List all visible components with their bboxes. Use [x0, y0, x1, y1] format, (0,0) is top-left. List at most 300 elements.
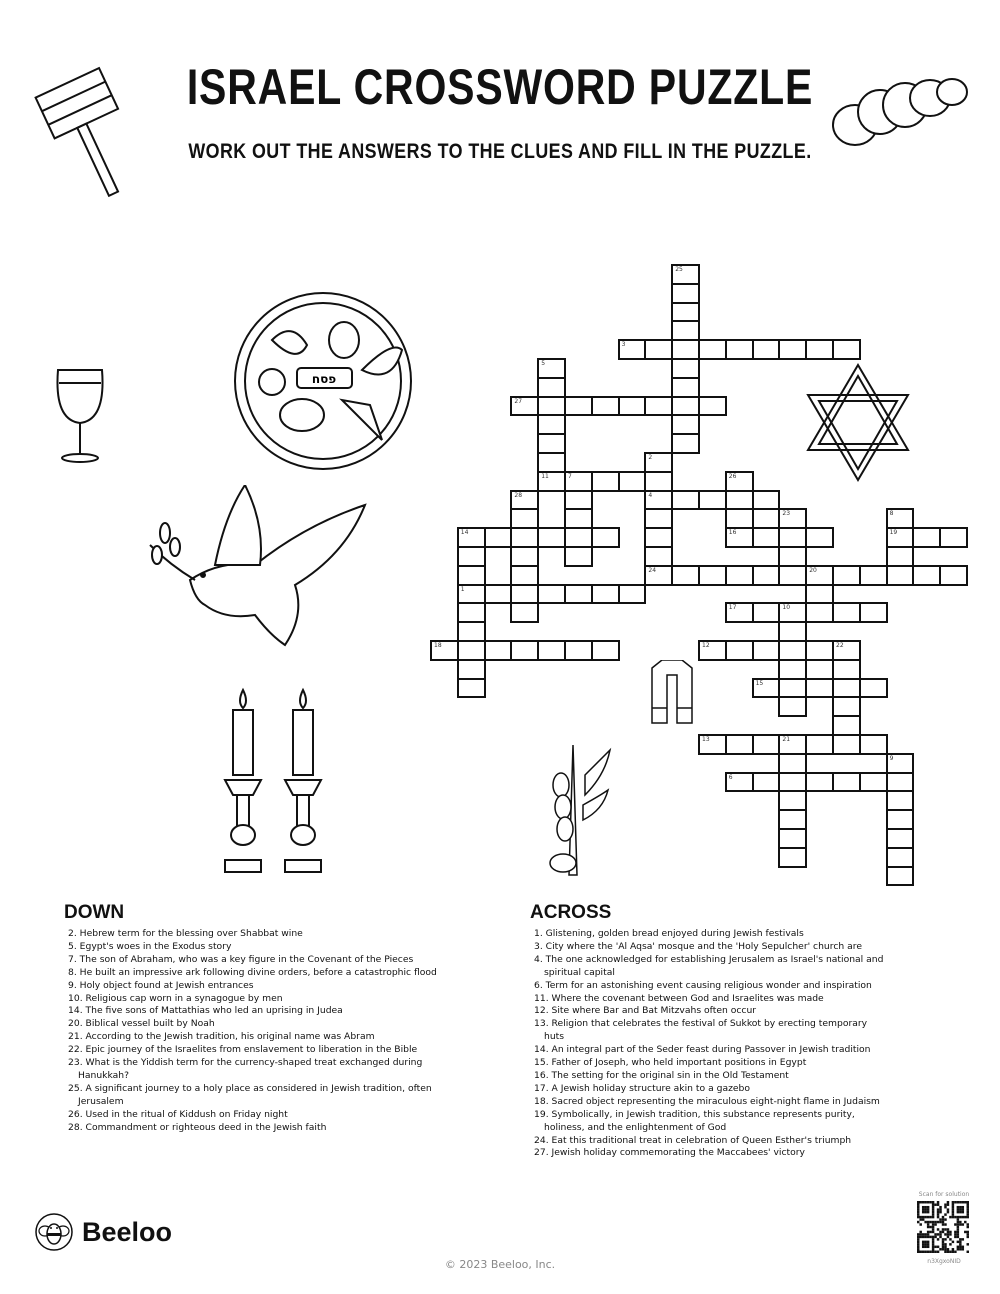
qr-module — [944, 1203, 946, 1205]
crossword-cell[interactable] — [457, 678, 486, 699]
qr-module — [942, 1223, 944, 1225]
qr-module — [959, 1248, 961, 1250]
crossword-cell[interactable] — [725, 471, 754, 492]
crossword-cell[interactable] — [725, 339, 754, 360]
crossword-cell[interactable] — [671, 320, 700, 341]
across-clue: 17. A Jewish holiday structure akin to a gazebo — [534, 1082, 751, 1094]
qr-module — [952, 1213, 954, 1215]
qr-module — [962, 1201, 964, 1203]
qr-module — [959, 1206, 961, 1208]
qr-module — [947, 1201, 949, 1203]
across-clue: 24. Eat this traditional treat in celebration of Queen Esther's triumph — [534, 1134, 852, 1146]
crossword-cell[interactable] — [725, 640, 754, 661]
qr-module — [959, 1243, 961, 1245]
across-clue: 13. Religion that celebrates the festival of Sukkot by erecting temporary huts — [534, 1018, 868, 1043]
crossword-cell[interactable] — [671, 565, 700, 586]
crossword-cell[interactable] — [537, 527, 566, 548]
qr-module — [942, 1221, 944, 1223]
clue-number: 11 — [541, 472, 549, 480]
clue-number: 27 — [514, 397, 523, 405]
crossword-cell[interactable] — [939, 565, 968, 586]
clue-number: 1 — [460, 585, 465, 593]
crossword-cell[interactable] — [778, 753, 807, 774]
qr-module — [932, 1236, 934, 1238]
crossword-cell[interactable] — [671, 414, 700, 435]
crossword-cell[interactable] — [778, 790, 807, 811]
crossword-cell[interactable] — [484, 527, 513, 548]
clue-number: 19 — [889, 529, 898, 537]
across-clue: 15. Father of Joseph, who held important positions in Egypt — [534, 1057, 807, 1069]
crossword-cell[interactable] — [886, 753, 915, 774]
crossword-cell[interactable] — [564, 640, 593, 661]
qr-module — [934, 1221, 936, 1223]
crossword-cell[interactable] — [457, 602, 486, 623]
crossword-cell[interactable] — [537, 358, 566, 379]
crossword-cell[interactable] — [886, 508, 915, 529]
crossword-cell[interactable] — [457, 640, 486, 661]
crossword-cell[interactable] — [510, 640, 539, 661]
crossword-cell[interactable] — [644, 527, 673, 548]
crossword-cell[interactable] — [457, 565, 486, 586]
qr-module — [922, 1233, 924, 1235]
crossword-cell[interactable] — [671, 358, 700, 379]
crossword-cell[interactable] — [886, 809, 915, 830]
crossword-cell[interactable] — [725, 602, 754, 623]
clue-number: 20 — [809, 566, 817, 574]
crossword-cell[interactable] — [537, 640, 566, 661]
crossword-cell[interactable] — [457, 527, 486, 548]
qr-module — [959, 1221, 961, 1223]
qr-module — [952, 1211, 954, 1213]
qr-module — [937, 1203, 939, 1205]
crossword-cell[interactable] — [805, 527, 834, 548]
crossword-cell[interactable] — [564, 546, 593, 567]
crossword-cell[interactable] — [886, 565, 915, 586]
qr-module — [942, 1241, 944, 1243]
crossword-cell[interactable] — [510, 565, 539, 586]
across-clue: 16. The setting for the original sin in the Old Testament — [534, 1069, 789, 1081]
qr-module — [942, 1238, 944, 1240]
qr-module — [944, 1233, 946, 1235]
qr-module — [959, 1211, 961, 1213]
qr-module — [919, 1216, 921, 1218]
crossword-cell[interactable] — [564, 584, 593, 605]
crossword-cell[interactable] — [564, 508, 593, 529]
clue-number: 25 — [675, 266, 683, 273]
crossword-cell[interactable] — [698, 565, 727, 586]
crossword-cell[interactable] — [859, 565, 888, 586]
crossword-cell[interactable] — [886, 527, 915, 548]
crossword-cell[interactable] — [537, 471, 566, 492]
qr-module — [947, 1251, 949, 1253]
down-clue: 7. The son of Abraham, who was a key figure in the Covenant of the Pieces — [68, 953, 414, 965]
crossword-cell[interactable] — [805, 678, 834, 699]
qr-module — [942, 1228, 944, 1230]
qr-module — [934, 1246, 936, 1248]
crossword-cell[interactable] — [618, 339, 647, 360]
crossword-cell[interactable] — [805, 584, 834, 605]
crossword-cell[interactable] — [510, 602, 539, 623]
across-clue: 4. The one acknowledged for establishing Jerusalem as Israel's national and spiritual capital — [534, 953, 884, 978]
qr-module — [932, 1231, 934, 1233]
crossword-cell[interactable] — [564, 471, 593, 492]
crossword-cell[interactable] — [510, 527, 539, 548]
crossword-cell[interactable] — [457, 584, 486, 605]
crossword-cell[interactable] — [725, 508, 754, 529]
qr-module — [959, 1238, 961, 1240]
crossword-cell[interactable] — [752, 527, 781, 548]
qr-module — [922, 1208, 924, 1210]
crossword-cell[interactable] — [725, 527, 754, 548]
across-clue: 3. City where the 'Al Aqsa' mosque and the 'Holy Sepulcher' church are — [534, 940, 862, 952]
crossword-cell[interactable] — [832, 734, 861, 755]
clue-number: 17 — [728, 604, 737, 612]
crossword-cell[interactable] — [778, 565, 807, 586]
qr-module — [917, 1221, 919, 1223]
qr-module — [942, 1243, 944, 1245]
qr-module — [927, 1206, 929, 1208]
across-clue: 12. Site where Bar and Bat Mitzvahs often occur — [534, 1005, 757, 1017]
qr-module — [939, 1208, 941, 1210]
qr-module — [942, 1218, 944, 1220]
qr-module — [949, 1233, 951, 1235]
qr-module — [962, 1238, 964, 1240]
qr-module — [917, 1238, 919, 1240]
qr-module — [967, 1233, 969, 1235]
qr-module — [959, 1241, 961, 1243]
qr-module — [924, 1251, 926, 1253]
down-clue: 2. Hebrew term for the blessing over Shabbat wine — [68, 928, 303, 939]
crossword-cell[interactable] — [832, 772, 861, 793]
crossword-cell[interactable] — [752, 678, 781, 699]
crossword-cell[interactable] — [805, 640, 834, 661]
crossword-cell[interactable] — [644, 565, 673, 586]
qr-module — [927, 1221, 929, 1223]
crossword-cell[interactable] — [537, 377, 566, 398]
qr-module — [922, 1236, 924, 1238]
crossword-cell[interactable] — [832, 602, 861, 623]
qr-module — [927, 1226, 929, 1228]
crossword-cell[interactable] — [698, 734, 727, 755]
clue-number: 7 — [568, 472, 572, 480]
qr-module — [917, 1241, 919, 1243]
qr-module — [927, 1208, 929, 1210]
crossword-cell[interactable] — [618, 396, 647, 417]
crossword-cell[interactable] — [537, 414, 566, 435]
qr-module — [937, 1233, 939, 1235]
qr-module — [932, 1213, 934, 1215]
qr-module — [919, 1218, 921, 1220]
crossword-cell[interactable] — [698, 490, 727, 511]
crossword-cell[interactable] — [671, 302, 700, 323]
grogger-icon — [30, 60, 140, 200]
qr-module — [957, 1226, 959, 1228]
qr-module — [967, 1216, 969, 1218]
qr-module — [917, 1233, 919, 1235]
crossword-cell[interactable] — [671, 490, 700, 511]
crossword-cell[interactable] — [886, 546, 915, 567]
qr-module — [942, 1216, 944, 1218]
clue-number: 26 — [728, 472, 737, 480]
crossword-cell[interactable] — [591, 396, 620, 417]
crossword-cell[interactable] — [859, 772, 888, 793]
qr-module — [942, 1231, 944, 1233]
crossword-cell[interactable] — [644, 490, 673, 511]
qr-module — [924, 1221, 926, 1223]
crossword-cell[interactable] — [805, 339, 834, 360]
qr-module — [917, 1211, 919, 1213]
crossword-cell[interactable] — [618, 471, 647, 492]
crossword-cell[interactable] — [671, 264, 700, 285]
crossword-cell[interactable] — [832, 678, 861, 699]
crossword-cell[interactable] — [805, 565, 834, 586]
crossword-cell[interactable] — [484, 640, 513, 661]
crossword-cell[interactable] — [618, 584, 647, 605]
crossword-cell[interactable] — [752, 565, 781, 586]
crossword-cell[interactable] — [564, 490, 593, 511]
crossword-cell[interactable] — [591, 584, 620, 605]
crossword-cell[interactable] — [537, 433, 566, 454]
qr-module — [929, 1201, 931, 1203]
crossword-cell[interactable] — [537, 452, 566, 473]
crossword-cell[interactable] — [778, 847, 807, 868]
crossword-cell[interactable] — [510, 508, 539, 529]
qr-module — [962, 1206, 964, 1208]
down-clue: 25. A significant journey to a holy place as considered in Jewish tradition, often Jerusalem — [68, 1082, 432, 1107]
qr-module — [957, 1236, 959, 1238]
crossword-cell[interactable] — [859, 678, 888, 699]
down-clue: 20. Biblical vessel built by Noah — [68, 1018, 215, 1030]
clue-number: 5 — [541, 360, 546, 367]
crossword-cell[interactable] — [805, 734, 834, 755]
qr-module — [947, 1228, 949, 1230]
crossword-cell[interactable] — [886, 847, 915, 868]
crossword-cell[interactable] — [430, 640, 459, 661]
crossword-cell[interactable] — [725, 772, 754, 793]
crossword-cell[interactable] — [564, 527, 593, 548]
qr-module — [957, 1211, 959, 1213]
qr-module — [922, 1218, 924, 1220]
crossword-cell[interactable] — [671, 377, 700, 398]
qr-module — [957, 1216, 959, 1218]
crossword-cell[interactable] — [725, 490, 754, 511]
qr-module — [924, 1246, 926, 1248]
down-clues — [64, 902, 474, 1135]
crossword-cell[interactable] — [725, 565, 754, 586]
page-title: ISRAEL CROSSWORD PUZZLE — [186, 59, 814, 115]
qr-module — [939, 1221, 941, 1223]
crossword-cell[interactable] — [752, 640, 781, 661]
qr-module — [927, 1201, 929, 1203]
crossword-cell[interactable] — [912, 565, 941, 586]
qr-module — [934, 1203, 936, 1205]
crossword-cell[interactable] — [778, 339, 807, 360]
copyright: © 2023 Beeloo, Inc. — [444, 1258, 556, 1271]
crossword-cell[interactable] — [832, 696, 861, 717]
qr-module — [959, 1246, 961, 1248]
crossword-cell[interactable] — [912, 527, 941, 548]
crossword-cell[interactable] — [778, 772, 807, 793]
crossword-cell[interactable] — [698, 640, 727, 661]
crossword-cell[interactable] — [644, 471, 673, 492]
qr-module — [959, 1223, 961, 1225]
qr-module — [957, 1201, 959, 1203]
crossword-cell[interactable] — [698, 396, 727, 417]
qr-module — [932, 1211, 934, 1213]
qr-module — [937, 1208, 939, 1210]
crossword-cell[interactable] — [778, 678, 807, 699]
crossword-cell[interactable] — [778, 546, 807, 567]
crossword-cell[interactable] — [778, 527, 807, 548]
crossword-cell[interactable] — [778, 621, 807, 642]
qr-module — [929, 1251, 931, 1253]
down-clue: 28. Commandment or righteous deed in the Jewish faith — [68, 1121, 327, 1133]
crossword-cell[interactable] — [778, 696, 807, 717]
down-clue: 21. According to the Jewish tradition, his original name was Abram — [68, 1031, 375, 1043]
qr-module — [939, 1231, 941, 1233]
crossword-cell[interactable] — [752, 339, 781, 360]
across-heading: ACROSS — [530, 902, 612, 923]
qr-module — [917, 1236, 919, 1238]
crossword-cell[interactable] — [671, 283, 700, 304]
crossword-cell[interactable] — [859, 602, 888, 623]
qr-module — [959, 1208, 961, 1210]
clue-number: 15 — [755, 679, 764, 687]
crossword-cell[interactable] — [886, 828, 915, 849]
qr-module — [917, 1201, 919, 1203]
qr-module — [932, 1206, 934, 1208]
crossword-cell[interactable] — [778, 809, 807, 830]
crossword-cell[interactable] — [537, 584, 566, 605]
across-clue: 19. Symbolically, in Jewish tradition, this substance represents purity, holiness, and the enlightenment of God — [534, 1108, 855, 1133]
crossword-cell[interactable] — [725, 734, 754, 755]
crossword-cell[interactable] — [859, 734, 888, 755]
crossword-cell[interactable] — [510, 396, 539, 417]
crossword-cell[interactable] — [591, 640, 620, 661]
qr-module — [932, 1208, 934, 1210]
qr-module — [924, 1243, 926, 1245]
crossword-cell[interactable] — [778, 508, 807, 529]
crossword-cell[interactable] — [752, 490, 781, 511]
qr-module — [967, 1206, 969, 1208]
qr-module — [939, 1206, 941, 1208]
crossword-cell[interactable] — [457, 659, 486, 680]
crossword-cell[interactable] — [752, 772, 781, 793]
crossword-cell[interactable] — [671, 433, 700, 454]
qr-module — [952, 1251, 954, 1253]
clue-number: 16 — [728, 529, 737, 537]
crossword-cell[interactable] — [805, 772, 834, 793]
qr-module — [954, 1236, 956, 1238]
crossword-cell[interactable] — [832, 640, 861, 661]
crossword-cell[interactable] — [778, 828, 807, 849]
across-clue: 11. Where the covenant between God and Israelites was made — [534, 992, 824, 1004]
crossword-cell[interactable] — [591, 471, 620, 492]
crossword-cell[interactable] — [537, 396, 566, 417]
crossword-cell[interactable] — [510, 584, 539, 605]
crossword-cell[interactable] — [510, 490, 539, 511]
clue-number: 22 — [836, 642, 844, 649]
qr-module — [954, 1233, 956, 1235]
crossword-cell[interactable] — [510, 546, 539, 567]
qr-module — [939, 1236, 941, 1238]
qr-module — [957, 1206, 959, 1208]
qr-module — [932, 1226, 934, 1228]
crossword-cell[interactable] — [644, 396, 673, 417]
crossword-cell[interactable] — [457, 621, 486, 642]
qr-module — [957, 1233, 959, 1235]
crossword-cell[interactable] — [778, 640, 807, 661]
qr-module — [924, 1216, 926, 1218]
qr-module — [924, 1208, 926, 1210]
crossword-cell[interactable] — [591, 527, 620, 548]
qr-module — [944, 1213, 946, 1215]
brand-name: Beeloo — [82, 1216, 173, 1247]
qr-module — [927, 1243, 929, 1245]
crossword-cell[interactable] — [939, 527, 968, 548]
qr-module — [957, 1218, 959, 1220]
crossword-cell[interactable] — [644, 452, 673, 473]
crossword-cell[interactable] — [671, 339, 700, 360]
crossword-cell[interactable] — [644, 508, 673, 529]
qr-module — [954, 1223, 956, 1225]
qr-module — [929, 1231, 931, 1233]
qr-module — [944, 1248, 946, 1250]
qr-module — [927, 1211, 929, 1213]
crossword-cell[interactable] — [778, 659, 807, 680]
qr-module — [927, 1241, 929, 1243]
clue-number: 28 — [514, 491, 523, 499]
qr-module — [932, 1203, 934, 1205]
bee-icon — [34, 1212, 74, 1252]
qr-module — [952, 1241, 954, 1243]
qr-module — [932, 1216, 934, 1218]
crossword-cell[interactable] — [832, 565, 861, 586]
crossword-cell[interactable] — [832, 715, 861, 736]
crossword-cell[interactable] — [752, 734, 781, 755]
crossword-cell[interactable] — [752, 602, 781, 623]
crossword-cell[interactable] — [832, 659, 861, 680]
qr-module — [959, 1216, 961, 1218]
crossword-cell[interactable] — [778, 734, 807, 755]
qr-module — [939, 1218, 941, 1220]
challah-bread-icon — [825, 70, 975, 160]
crossword-cell[interactable] — [564, 396, 593, 417]
qr-module — [924, 1211, 926, 1213]
crossword-cell[interactable] — [778, 602, 807, 623]
crossword-cell[interactable] — [805, 602, 834, 623]
crossword-cell[interactable] — [644, 339, 673, 360]
qr-module — [954, 1231, 956, 1233]
crossword-cell[interactable] — [671, 396, 700, 417]
crossword-cell[interactable] — [484, 584, 513, 605]
qr-module — [967, 1208, 969, 1210]
crossword-cell[interactable] — [698, 339, 727, 360]
qr-module — [919, 1223, 921, 1225]
qr-module — [919, 1251, 921, 1253]
crossword-cell[interactable] — [832, 339, 861, 360]
qr-module — [922, 1201, 924, 1203]
qr-module — [924, 1241, 926, 1243]
crossword-cell[interactable] — [886, 790, 915, 811]
qr-code[interactable] — [917, 1201, 969, 1253]
crossword-cell[interactable] — [644, 546, 673, 567]
crossword-cell[interactable] — [886, 772, 915, 793]
crossword-cell[interactable] — [886, 866, 915, 887]
seder-plate-icon — [232, 290, 414, 472]
qr-module — [934, 1233, 936, 1235]
crossword-cell[interactable] — [457, 546, 486, 567]
